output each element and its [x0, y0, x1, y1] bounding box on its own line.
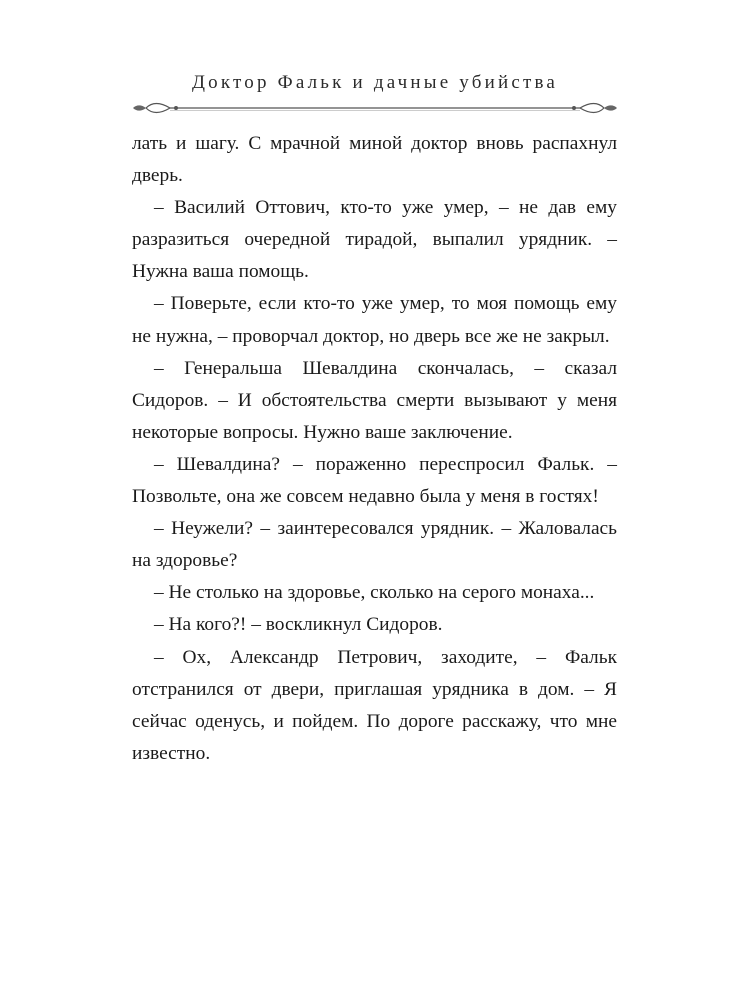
body-text — [132, 128, 617, 770]
paragraph: – Не столько на здоровье, сколько на серого монаха... — [154, 582, 595, 604]
decorative-divider — [130, 98, 620, 118]
running-head: Доктор Фальк и дачные убийства — [191, 72, 559, 93]
paragraph: – Василий Оттович, кто-то уже умер, – не дав ему разразиться очередной тирадой, выпалил урядник. – Нужна ваша помощь. — [132, 197, 617, 283]
paragraph: – Шевалдина? – пораженно переспросил Фальк. – Позвольте, она же совсем недавно была у меня в гостях! — [132, 453, 617, 508]
paragraph-continuation: лать и шагу. С мрачной миной доктор вновь распахнул дверь. — [132, 133, 617, 187]
paragraph: – На кого?! – воскликнул Сидоров. — [154, 614, 443, 636]
paragraph: – Ох, Александр Петрович, заходите, – Фальк отстранился от двери, приглашая урядника в дом. – Я сейчас оденусь, и пойдем. По дороге расскажу, что мне известно. — [132, 646, 617, 764]
paragraph: – Поверьте, если кто-то уже умер, то моя помощь ему не нужна, – проворчал доктор, но дверь все же не закрыл. — [132, 293, 617, 347]
paragraph: – Неужели? – заинтересовался урядник. – Жаловалась на здоровье? — [132, 518, 617, 572]
paragraph: – Генеральша Шевалдина скончалась, – сказал Сидоров. – И обстоятельства смерти вызывают у меня некоторые вопросы. Нужно ваше заключение. — [132, 357, 617, 443]
